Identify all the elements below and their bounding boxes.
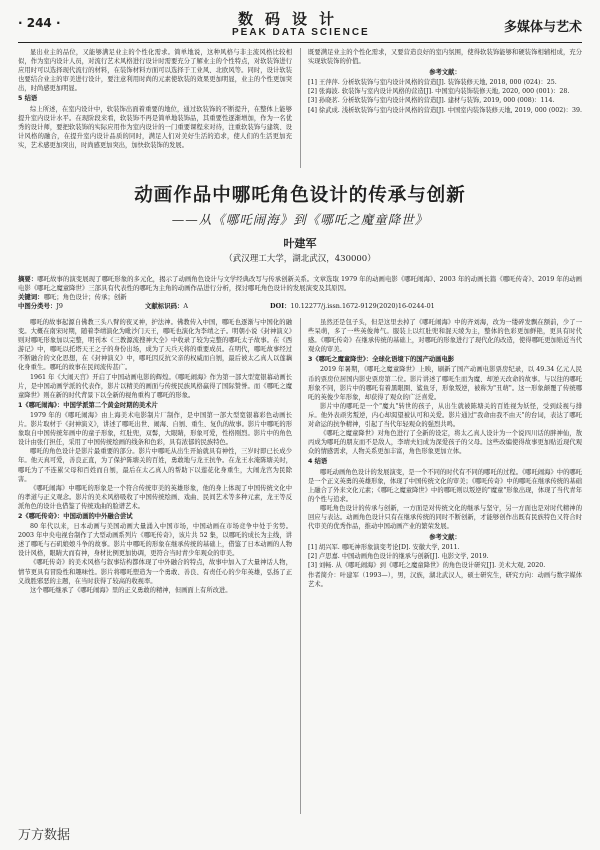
page-number: · 244 · [18, 16, 61, 30]
prev-paragraph: 显出业主的品位，又能够满足业主的个性化需求。简单地说，这种风格与非主流风格比较相似，作为室内设计人员，对流行艺术风格进行设计时需要充分了解业主的个性特点，对软装饰进行应用时可以选择现代流行的材料，在装饰材料方面可以选择于工业风、北欧风等。同时，设计软装也要结合业主的审美进行设计，要注意利用时尚的元素使软装的效果更加明显，业主的个性更加突出，时尚感更加明显。 [18, 49, 292, 93]
keywords-label: 关键词： [18, 293, 44, 301]
footer-watermark: 万方数据 [18, 828, 71, 843]
doc-code [145, 302, 228, 310]
body-paragraph: 影片中的哪吒是一个"魔丸"转世的孩子，从出生就被陈塘关的百姓视为妖怪，受到歧视与排斥。他外表顽劣叛逆，内心却渴望被认可和关爱。影片通过"我命由我不由天"的台词，表达了哪吒对命运的抗争精神，引起了当代年轻观众的强烈共鸣。 [308, 402, 582, 429]
prev-reference: [4] 徐武成. 浅析软装饰与室内设计风格的营造[J]. 中国室内装饰装修天地, 2019, 000 (002)：39. [308, 106, 582, 114]
prev-article-left-column [18, 48, 292, 172]
column-divider [300, 318, 301, 814]
reference-item: [2] 卢思嘉. 中国动画角色设计的继承与创新[J]. 电影文学, 2019. [308, 553, 489, 561]
article-left-column [18, 318, 292, 818]
article-author: 叶建军 [283, 237, 317, 250]
clc-label: 中图分类号： [18, 302, 57, 310]
prev-reference: [1] 王萍萍. 分析软装饰与室内设计风格的营造[J]. 装饰装修天地, 2018, 000 (024)：25. [308, 79, 557, 87]
abstract [18, 275, 582, 293]
keywords-text: 哪吒；角色设计；传承；创新 [43, 293, 127, 301]
article-subtitle: ——从《哪吒闹海》到《哪吒之魔童降世》 [171, 212, 429, 227]
article-affiliation: （武汉理工大学，湖北武汉，430000） [224, 254, 376, 264]
body-paragraph: 哪吒动画角色设计的发展演变，是一个不同的时代有不同的哪吒的过程。《哪吒闹海》中的哪吒是一个正义英勇的英雄形象，体现了中国传统文化的审美；《哪吒传奇》中的哪吒在继承传统的基础上融合了外来文化元素；《哪吒之魔童降世》中的哪吒则以叛逆的"魔童"形象出现，体现了当代青年的个性与追求。 [308, 468, 582, 503]
body-paragraph: 80 年代以来，日本动画与美国动画大量涌入中国市场，中国动画在市场竞争中处于劣势。2003 年中央电视台制作了大型动画系列片《哪吒传奇》，该片共 52 集，以哪吒的成长为主线，讲述了哪吒与石矶娘娘斗争的故事。影片中哪吒的形象在继承传统的基础上，借鉴了日本动画的人物设计风格，眼睛大而有神，身材比例更加协调，更符合当时青少年观众的审美。 [18, 523, 292, 558]
section-heading: 1《哪吒闹海》：中国学派第二个黄金时期的美术片 [18, 401, 158, 409]
section-heading: 3《哪吒之魔童降世》：全球化语境下的国产动画电影 [308, 356, 455, 364]
prev-article-right-column [308, 48, 582, 172]
journal-title-cn: 数码设计 [238, 10, 347, 28]
keywords [18, 293, 582, 302]
author-bio: 作者简介：叶建军（1993—），男，汉族，湖北武汉人，硕士研究生，研究方向：动画与数字媒体艺术。 [308, 571, 582, 588]
classification-row [18, 302, 582, 311]
article-right-column [308, 318, 582, 818]
section-name: 多媒体与艺术 [503, 20, 582, 35]
body-paragraph: 《哪吒传奇》的美术风格与叙事结构都体现了中外融合的特点，故事中加入了大量神话人物，情节更具有冒险性和趣味性。影片将哪吒塑造为一个勇敢、善良、有责任心的少年英雄，弘扬了正义战胜邪恶的主题，在当时获得了较高的收视率。 [18, 559, 292, 585]
column-divider [300, 48, 301, 168]
body-paragraph: 虽然还是包子头，但是这里去掉了《哪吒闹海》中的齐刘海，改为一缕碎发飘在额前，少了一些呆萌，多了一些英俊帅气。服装上以红肚兜和混天绫为主，整体的色彩更加鲜艳，更具有时代感。《哪吒传奇》在继承传统的基础上，对哪吒的形象进行了现代化的改造，使得哪吒更加贴近当代观众的审美。 [308, 319, 582, 354]
doi-value: 10.12277/j.issn.1672-9129(2020)16-0244-01 [290, 302, 435, 310]
prev-references-heading: 参考文献： [429, 69, 461, 77]
body-paragraph: 这个哪吒继承了《哪吒闹海》里的正义勇敢的精神，但画面上有所改进。 [30, 586, 232, 594]
prev-section-heading: 5 结语 [18, 95, 38, 103]
doc-code-label: 文献标识码： [145, 302, 184, 310]
reference-item: [3] 刘畅. 从《哪吒闹海》到《哪吒之魔童降世》的角色设计研究[J]. 美术大观, 2020. [308, 562, 546, 570]
body-paragraph: 哪吒的角色设计是影片最重要的部分。影片中哪吒从出生开始就具有神性，三岁时即已长成少年。他天真可爱，善良正直，为了保护陈塘关的百姓，勇敢地与龙王抗争。在龙王水淹陈塘关时，哪吒为了不连累父母和百姓而自刎，最后在太乙真人的帮助下以莲花化身重生，大闹龙宫为民除害。 [18, 448, 292, 483]
section-heading: 2《哪吒传奇》：中国动画的中外融合尝试 [18, 512, 133, 520]
body-paragraph: 2019 年暑期，《哪吒之魔童降世》上映，刷新了国产动画电影票房纪录，以 49.34 亿元人民币的票房位居国内影史票房第二位。影片讲述了哪吒生而为魔、却逆天改命的故事。与以往的哪吒形象不同，影片中的哪吒有着黑眼圈、鲨鱼牙，形象叛逆，被称为"丑萌"。这一形象颠覆了传统哪吒的英俊少年形象，却获得了观众的广泛喜爱。 [308, 366, 582, 401]
references-heading: 参考文献： [429, 534, 461, 542]
abstract-text: 哪吒故事的演变展现了哪吒形象的多元化，揭示了动画角色设计与文学经典改写与传承创新关系。文章选取 1979 年的动画电影《哪吒闹海》、2003 年的动画长篇《哪吒传奇》、2019 年的动画电影《哪吒之魔童降世》三部具有代表性的哪吒为主角的动画作品进行分析，探讨哪吒角色设计的发展演变及其原因。 [18, 275, 583, 292]
reference-item: [1] 胡兴军. 哪吒神形象演变考论[D]. 安徽大学, 2011. [308, 544, 460, 552]
article-title: 动画作品中哪吒角色设计的传承与创新 [134, 185, 466, 206]
doi [270, 302, 475, 310]
doi-label: DOI： [270, 302, 291, 310]
clc-value: J9 [56, 302, 63, 310]
prev-paragraph: 综上所述，在室内设计中，软装饰出面着重要的地位，通过软装饰的不断提升，在整体上能够提升室内设计水平。在现阶段来看，软装饰不再是简单地装饰品，其重要性逐渐增加，作为一名优秀的设计师，要把软装饰的实际应用作为室内设计的一门重要课程来对待，注重软装饰与建筑、设计风格的融合，在提升室内设计品质的同时，满足人们对美好生活的追求，使人们的生活更加充实，艺术感更加突出，时尚感更加突出，加快软装饰的发展。 [18, 105, 292, 149]
prev-reference: [2] 张海波. 软装饰与室内设计风格的营造[J]. 中国室内装饰装修天地, 2020, 000 (001)：28. [308, 88, 570, 96]
abstract-label: 摘要： [18, 275, 38, 283]
journal-title-en: PEAK DATA SCIENCE [232, 27, 370, 38]
body-paragraph: 哪吒的故事起源自佛教三头八臂的夜叉神，护法神。佛教传入中国，哪吒也逐渐与中国化的融变。大概在南宋时期，随着李靖演化为毗沙门天王，哪吒也演化为李靖之子。明朝小说《封神演义》则对哪吒形象加以完整，明刊本《三教源流搜神大全》中收录了较为完整的哪吒太子故事。在《西游记》中，哪吒以托塔天王之子的身份出场，成为了天兵天将的重要成员。在明代，哪吒故事经过不断融合的文化思想，在《封神演义》中，哪吒因反抗父亲的权威而自刎，最后被太乙真人以莲藕化身重生。哪吒的故事在民间流传甚广。 [18, 319, 292, 372]
prev-reference: [3] 孙晓茗. 分析软装饰与室内设计风格的营造[J]. 建材与装饰, 2019, 000 (008)：114. [308, 97, 555, 105]
body-paragraph: 1961 年《大闹天宫》开启了中国动画电影的辉煌。《哪吒闹海》作为第一部大型宽银幕动画长片，是中国动画学派的代表作，影片以精美的画面与传统民族风格赢得了国际赞誉。而《哪吒之魔童降世》则在新的时代背景下以全新的视角重构了哪吒的形象。 [18, 373, 292, 399]
prev-paragraph: 既要满足业主的个性化需求，又要营造良好的室内氛围，使得软装饰能够和硬装饰相辅相成，充分实现软装饰的价值。 [308, 49, 582, 66]
body-paragraph: 《哪吒闹海》中哪吒的形象是一个符合传统审美的英雄形象，他的身上体现了中国传统文化中的孝道与正义观念。影片的美术风格吸收了中国传统绘画、戏曲、民间艺术等多种元素，龙王等反派角色的设计也借鉴了传统戏曲的脸谱艺术。 [18, 484, 292, 510]
doc-code-value: A [183, 302, 188, 310]
body-paragraph: 1979 年的《哪吒闹海》由上海美术电影制片厂制作，是中国第一部大型宽银幕彩色动画长片。影片取材于《封神演义》，讲述了哪吒出世、闹海、自刎、重生、复仇的故事。影片中哪吒的形象取自中国传统年画中的童子形象，红肚兜，双髻，大眼睛，形象可爱，性格刚烈。影片中的角色设计由张仃担任，采用了中国传统绘画的线条和色彩，具有浓郁的民族特色。 [18, 411, 292, 447]
page-header [18, 6, 582, 43]
abstract-block [18, 275, 582, 311]
body-paragraph: 哪吒角色设计的传承与创新，一方面是对传统文化的继承与坚守，另一方面也是对时代精神的回应与表达。动画角色设计只有在继承传统的同时不断创新，才能够创作出既有民族特色又符合时代审美的优秀作品，推动中国动画产业的繁荣发展。 [308, 504, 582, 531]
section-heading: 4 结语 [308, 458, 328, 466]
clc [18, 302, 103, 310]
body-paragraph: 《哪吒之魔童降世》对角色进行了全新的设定，将太乙真人设计为一个说四川话的胖神仙，敖丙成为哪吒的朋友而不是敌人，李靖夫妇成为深爱孩子的父母。这些改编使得故事更加贴近现代观众的情感需求，人物关系更加丰富，角色形象更加立体。 [308, 430, 582, 456]
